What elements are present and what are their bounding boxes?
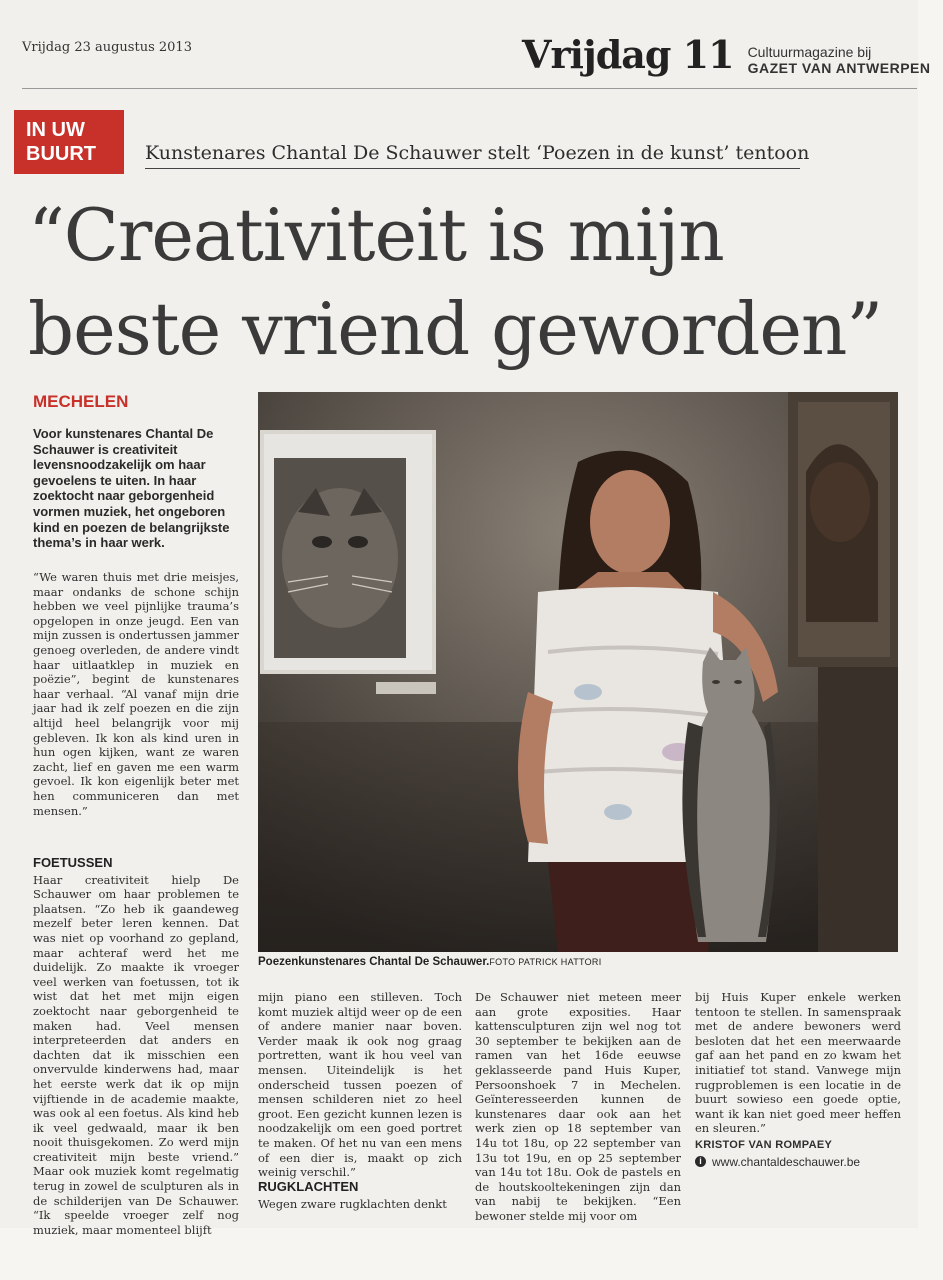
paragraph-music: mijn piano een stilleven. Toch komt muziek altijd weer op de een of andere manier naar boven. Verder maak ik ook nog graag portretten, want ik hou veel van mensen. Uiteindelijk is het onderscheid tussen poezen of mensen schilderen niet zo heel groot. Een gezicht kunnen lezen is noodzakelijk om een goed portret te maken. Of het nu van een mens of een dier is, maakt op zich weinig verschil.” xyxy=(258,990,462,1180)
dateline: MECHELEN xyxy=(33,392,129,411)
kicker: Kunstenares Chantal De Schauwer stelt ‘Poezen in de kunst’ tentoon xyxy=(145,142,810,164)
paragraph-foetussen: Haar creativiteit hielp De Schauwer om haar problemen te plaatsen. “Zo heb ik gaandeweg mezelf beter leren kennen. Dat was niet op voorhand zo gepland, maar achteraf werd het me duidelijk. Zo maakte ik vroeger veel werken van foetussen, tot ik wist dat het met mijn eigen zoektocht naar geborgenheid te maken had. Veel mensen interpreteerden dat anders en dachten dat ik misschien een onvervulde kinderwens had, maar het eerste werk dat ik op mijn vijftiende in de academie maakte, was ook al een foetus. Als kind heb ik veel gedwaald, maar ik ben nooit thuisgekomen. Zo werd mijn creativiteit mijn beste vriend.” Maar ook muziek komt regelmatig terug in zowel de sculpturen als in de schilderijen van De Schauwer. “Ik speelde vroeger zelf nog muziek, maar momenteel blijft xyxy=(33,872,239,1237)
headline-line-2: beste vriend geworden” xyxy=(28,287,883,371)
headline-line-1: “Creativiteit is mijn xyxy=(28,193,724,277)
newspaper-name: GAZET VAN ANTWERPEN xyxy=(747,60,931,76)
article-column-1-lower xyxy=(33,848,239,1237)
masthead-brand xyxy=(522,32,931,77)
article-column-2 xyxy=(258,990,462,1180)
brand-logo: Vrijdag 11 xyxy=(522,32,734,77)
badge-line-2: BUURT xyxy=(26,143,96,165)
caption-text: Poezenkunstenares Chantal De Schauwer. xyxy=(258,956,490,968)
article-column-1 xyxy=(33,570,239,818)
brand-subtitle xyxy=(748,44,931,76)
author-byline: KRISTOF VAN ROMPAEY xyxy=(695,1138,833,1151)
article-photo xyxy=(258,392,898,952)
paragraph-exhibition: De Schauwer niet meteen meer aan grote exposities. Haar kattensculpturen zijn wel nog tot 30 september te bekijken aan de ramen van het 16de eeuwse geklasseerde pand Huis Kuper, Persoonshoek 7 in Mechelen. Geïnteresseerden kunnen de kunstenares daar ook aan het werk zien op 18 september van 14u tot 18u, op 22 september van 13u tot 19u, en op 25 september van 14u tot 18u. Ook de pastels en de houtskooltekeningen zijn dan van nabij te bekijken. “Een bewoner stelde mij voor om xyxy=(475,990,681,1223)
info-icon: i xyxy=(695,1156,706,1167)
photo-artist-with-sculpture xyxy=(258,392,898,952)
subheading-rugklachten: RUGKLACHTEN xyxy=(258,1179,359,1194)
article-column-2-lower xyxy=(258,1180,462,1211)
brand-subtitle-text: Cultuurmagazine bij xyxy=(747,44,872,60)
website-link[interactable]: www.chantaldeschauwer.be xyxy=(712,1154,861,1169)
masthead-divider xyxy=(22,88,917,89)
paragraph-intro: “We waren thuis met drie meisjes, maar ondanks de schone schijn hebben we veel pijnlijke trauma’s opgelopen in onze jeugd. Een van mijn zussen is ondertussen jammer genoeg overleden, de andere vindt haar uitlaatklep in muziek en poëzie”, begint de kunstenares haar verhaal. “Al vanaf mijn drie jaar had ik zelf poezen en die zijn altijd heel belangrijk voor mij gebleven. Ik kon als kind uren in hun ogen kijken, want ze waren zacht, lief en gaven me een warm gevoel. Ik kon eigenlijk beter met hen communiceren dan met mensen.” xyxy=(33,570,239,818)
photo-caption xyxy=(258,956,602,968)
paragraph-closing: bij Huis Kuper enkele werken tentoon te stellen. In samenspraak met de andere bewoners werd besloten dat het een meerwaarde gaf aan het pand en zo kwam het initiatief tot stand. Vanwege mijn rugproblemen is een locatie in de buurt sowieso een goede optie, want ik kan niet goed meer heffen en sleuren.” xyxy=(695,990,901,1136)
subheading-foetussen: FOETUSSEN xyxy=(33,855,113,870)
lead-paragraph: Voor kunstenares Chantal De Schauwer is creativiteit levensnoodzakelijk om haar gevoelens te uiten. In haar zoektocht naar geborgenheid vormen muziek, het ongeboren kind en poezen de belangrijkste thema’s in haar werk. xyxy=(33,426,230,551)
badge-line-1: IN UW xyxy=(26,119,85,141)
photo-credit: FOTO PATRICK HATTORI xyxy=(489,957,602,967)
issue-date: Vrijdag 23 augustus 2013 xyxy=(22,40,192,55)
paragraph-rugklachten: Wegen zware rugklachten denkt xyxy=(258,1196,447,1211)
headline xyxy=(28,188,908,376)
article-column-3 xyxy=(475,990,681,1224)
section-badge xyxy=(14,110,124,174)
kicker-underline xyxy=(145,168,800,169)
website-line xyxy=(695,1155,901,1170)
article-column-4 xyxy=(695,990,901,1169)
